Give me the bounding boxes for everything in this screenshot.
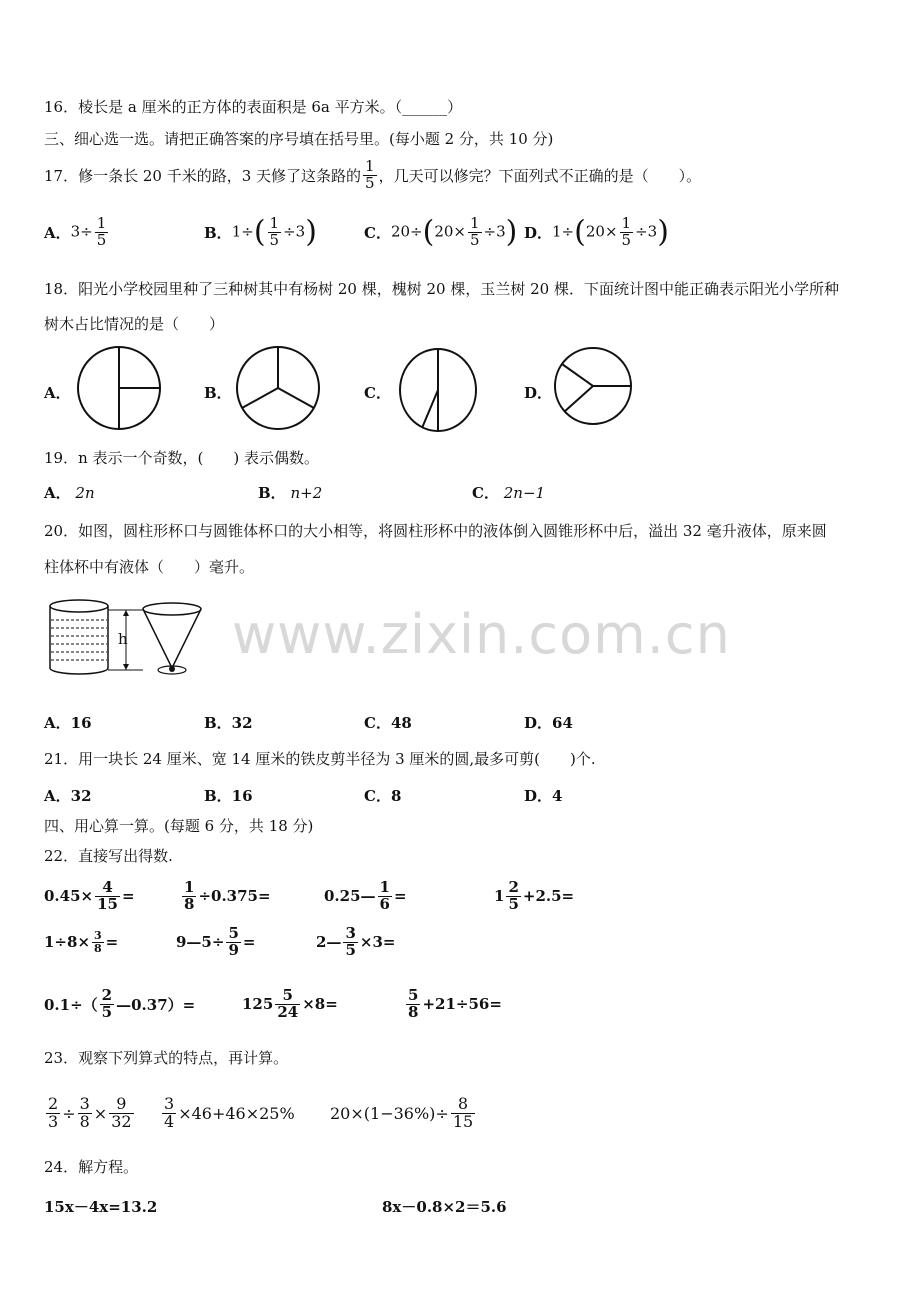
q21-option-c: C．8 xyxy=(364,787,402,805)
calc-1: 0.45× $\frac{4}{15}$ = xyxy=(44,877,135,913)
pie-chart-b xyxy=(236,346,320,430)
q17-option-a xyxy=(44,206,110,258)
question-21: 21．用一块长 24 厘米、宽 14 厘米的铁皮剪半径为 3 厘米的圆,最多可剪( )个. xyxy=(44,750,596,768)
cylinder-bottom xyxy=(50,668,108,674)
q21-option-d: D．4 xyxy=(524,787,563,805)
calc-8: 0.1÷（ $\frac{2}{5}$ —0.37）= xyxy=(44,985,196,1021)
q19-option-a xyxy=(44,482,95,503)
equation-1: 15x－4x=13.2 xyxy=(44,1198,158,1216)
calc-10: $\frac{5}{8}$ +21÷56= xyxy=(408,985,502,1021)
calc-3: 0.25— $\frac{1}{6}$ = xyxy=(324,877,407,913)
cone-top xyxy=(143,603,201,615)
expression-a: 3÷ $\frac{1}{5}$ xyxy=(70,213,107,249)
q19-value-c: 2n−1 xyxy=(503,484,546,502)
q20-option-d: D．64 xyxy=(524,714,573,732)
q17-option-c xyxy=(364,206,517,258)
pie-d-divider-2 xyxy=(562,364,593,386)
question-23-title: 23．观察下列算式的特点，再计算。 xyxy=(44,1049,289,1067)
watermark: www.zixin.com.cn xyxy=(232,603,731,666)
option-label-c: C． xyxy=(364,223,391,242)
q20-option-c: C．48 xyxy=(364,714,412,732)
option-label-b: B． xyxy=(204,223,232,242)
section-4-heading: 四、用心算一算。(每题 6 分，共 18 分) xyxy=(44,817,314,835)
pie-chart-c xyxy=(398,348,478,432)
equation-2: 8x－0.8×2＝5.6 xyxy=(382,1198,507,1216)
cone-left-side xyxy=(143,609,172,668)
question-16: 16．棱长是 a 厘米的正方体的表面积是 6a 平方米。（______） xyxy=(44,98,463,116)
question-20-line-2: 柱体杯中有液体（ ）毫升。 xyxy=(44,558,255,576)
q20-option-b: B．32 xyxy=(204,714,253,732)
pie-chart-a xyxy=(77,346,161,430)
q17-stem-start: 17．修一条长 20 千米的路，3 天修了这条路的 xyxy=(44,166,362,185)
height-label: h xyxy=(118,630,128,648)
q19-value-a: 2n xyxy=(75,484,95,502)
q18-option-a-label: A． xyxy=(44,384,71,402)
q21-option-b: B．16 xyxy=(204,787,253,805)
question-17 xyxy=(44,152,701,198)
calc-6: 9—5÷ $\frac{5}{9}$ = xyxy=(176,923,256,959)
cone-liquid-dot xyxy=(169,666,175,672)
q18-option-b-label: B． xyxy=(204,384,232,402)
q17-option-b xyxy=(204,206,317,258)
expression-23-2: $\frac{3}{4}$ ×46+46×25% xyxy=(164,1093,295,1131)
calc-5: 1÷8× $\frac{3}{8}$ = xyxy=(44,928,119,955)
q19-option-b xyxy=(258,482,322,503)
option-label-b: B． xyxy=(258,484,286,502)
cone-right-side xyxy=(172,609,201,668)
q19-option-c xyxy=(472,482,545,503)
q19-value-b: n+2 xyxy=(290,484,323,502)
section-3-heading: 三、细心选一选。请把正确答案的序号填在括号里。(每小题 2 分，共 10 分) xyxy=(44,130,554,148)
expression-23-3: 20×(1−36%)÷ $\frac{8}{15}$ xyxy=(330,1093,474,1131)
calc-7: 2— $\frac{3}{5}$ ×3= xyxy=(316,923,396,959)
question-20-line-1: 20．如图，圆柱形杯口与圆锥体杯口的大小相等，将圆柱形杯中的液体倒入圆锥形杯中后，溢出 32 毫升液体，原来圆 xyxy=(44,522,827,540)
calc-2: $\frac{1}{8}$ ÷0.375= xyxy=(184,877,271,913)
q20-option-a: A．16 xyxy=(44,714,92,732)
pie-d-divider-3 xyxy=(564,386,593,412)
q18-option-d-label: D． xyxy=(524,384,553,402)
expression-d: 1÷(20× $\frac{1}{5}$ ÷3) xyxy=(552,213,669,249)
height-arrow-head-down xyxy=(123,664,129,670)
calc-4: 1 $\frac{2}{5}$ +2.5= xyxy=(494,877,575,913)
q17-option-d xyxy=(524,206,669,258)
q17-stem-end: ，几天可以修完？下面列式不正确的是（ ）。 xyxy=(378,166,702,185)
expression-23-1: $\frac{2}{3}$ ÷ $\frac{3}{8}$ × $\frac{9}{32}$ xyxy=(48,1093,132,1131)
question-24-title: 24．解方程。 xyxy=(44,1158,139,1176)
pie-c-divider-2 xyxy=(422,390,438,428)
pie-chart-d xyxy=(554,347,632,425)
option-label-a: A． xyxy=(44,484,71,502)
question-18-line-1: 18．阳光小学校园里种了三种树其中有杨树 20 棵，槐树 20 棵，玉兰树 20 棵．下面统计图中能正确表示阳光小学所种 xyxy=(44,280,839,298)
height-arrow-head-up xyxy=(123,610,129,616)
q18-option-c-label: C． xyxy=(364,384,391,402)
expression-c: 20÷(20× $\frac{1}{5}$ ÷3) xyxy=(390,213,518,249)
pie-b-divider-3 xyxy=(242,388,278,408)
liquid-level-lines xyxy=(51,620,107,660)
q21-option-a: A．32 xyxy=(44,787,92,805)
question-22-title: 22．直接写出得数. xyxy=(44,847,173,865)
option-label-d: D． xyxy=(524,223,553,242)
question-18-line-2: 树木占比情况的是（ ） xyxy=(44,315,225,333)
expression-b: 1÷( $\frac{1}{5}$ ÷3) xyxy=(231,213,317,249)
option-label-c: C． xyxy=(472,484,499,502)
cylinder-top xyxy=(50,600,108,612)
pie-b-divider-2 xyxy=(278,388,314,408)
option-label-a: A． xyxy=(44,223,71,242)
fraction-1-5: $\frac{1}{5}$ xyxy=(365,156,375,192)
calc-9: 125 $\frac{5}{24}$ ×8= xyxy=(242,985,338,1021)
question-19: 19．n 表示一个奇数，( ) 表示偶数。 xyxy=(44,449,319,467)
